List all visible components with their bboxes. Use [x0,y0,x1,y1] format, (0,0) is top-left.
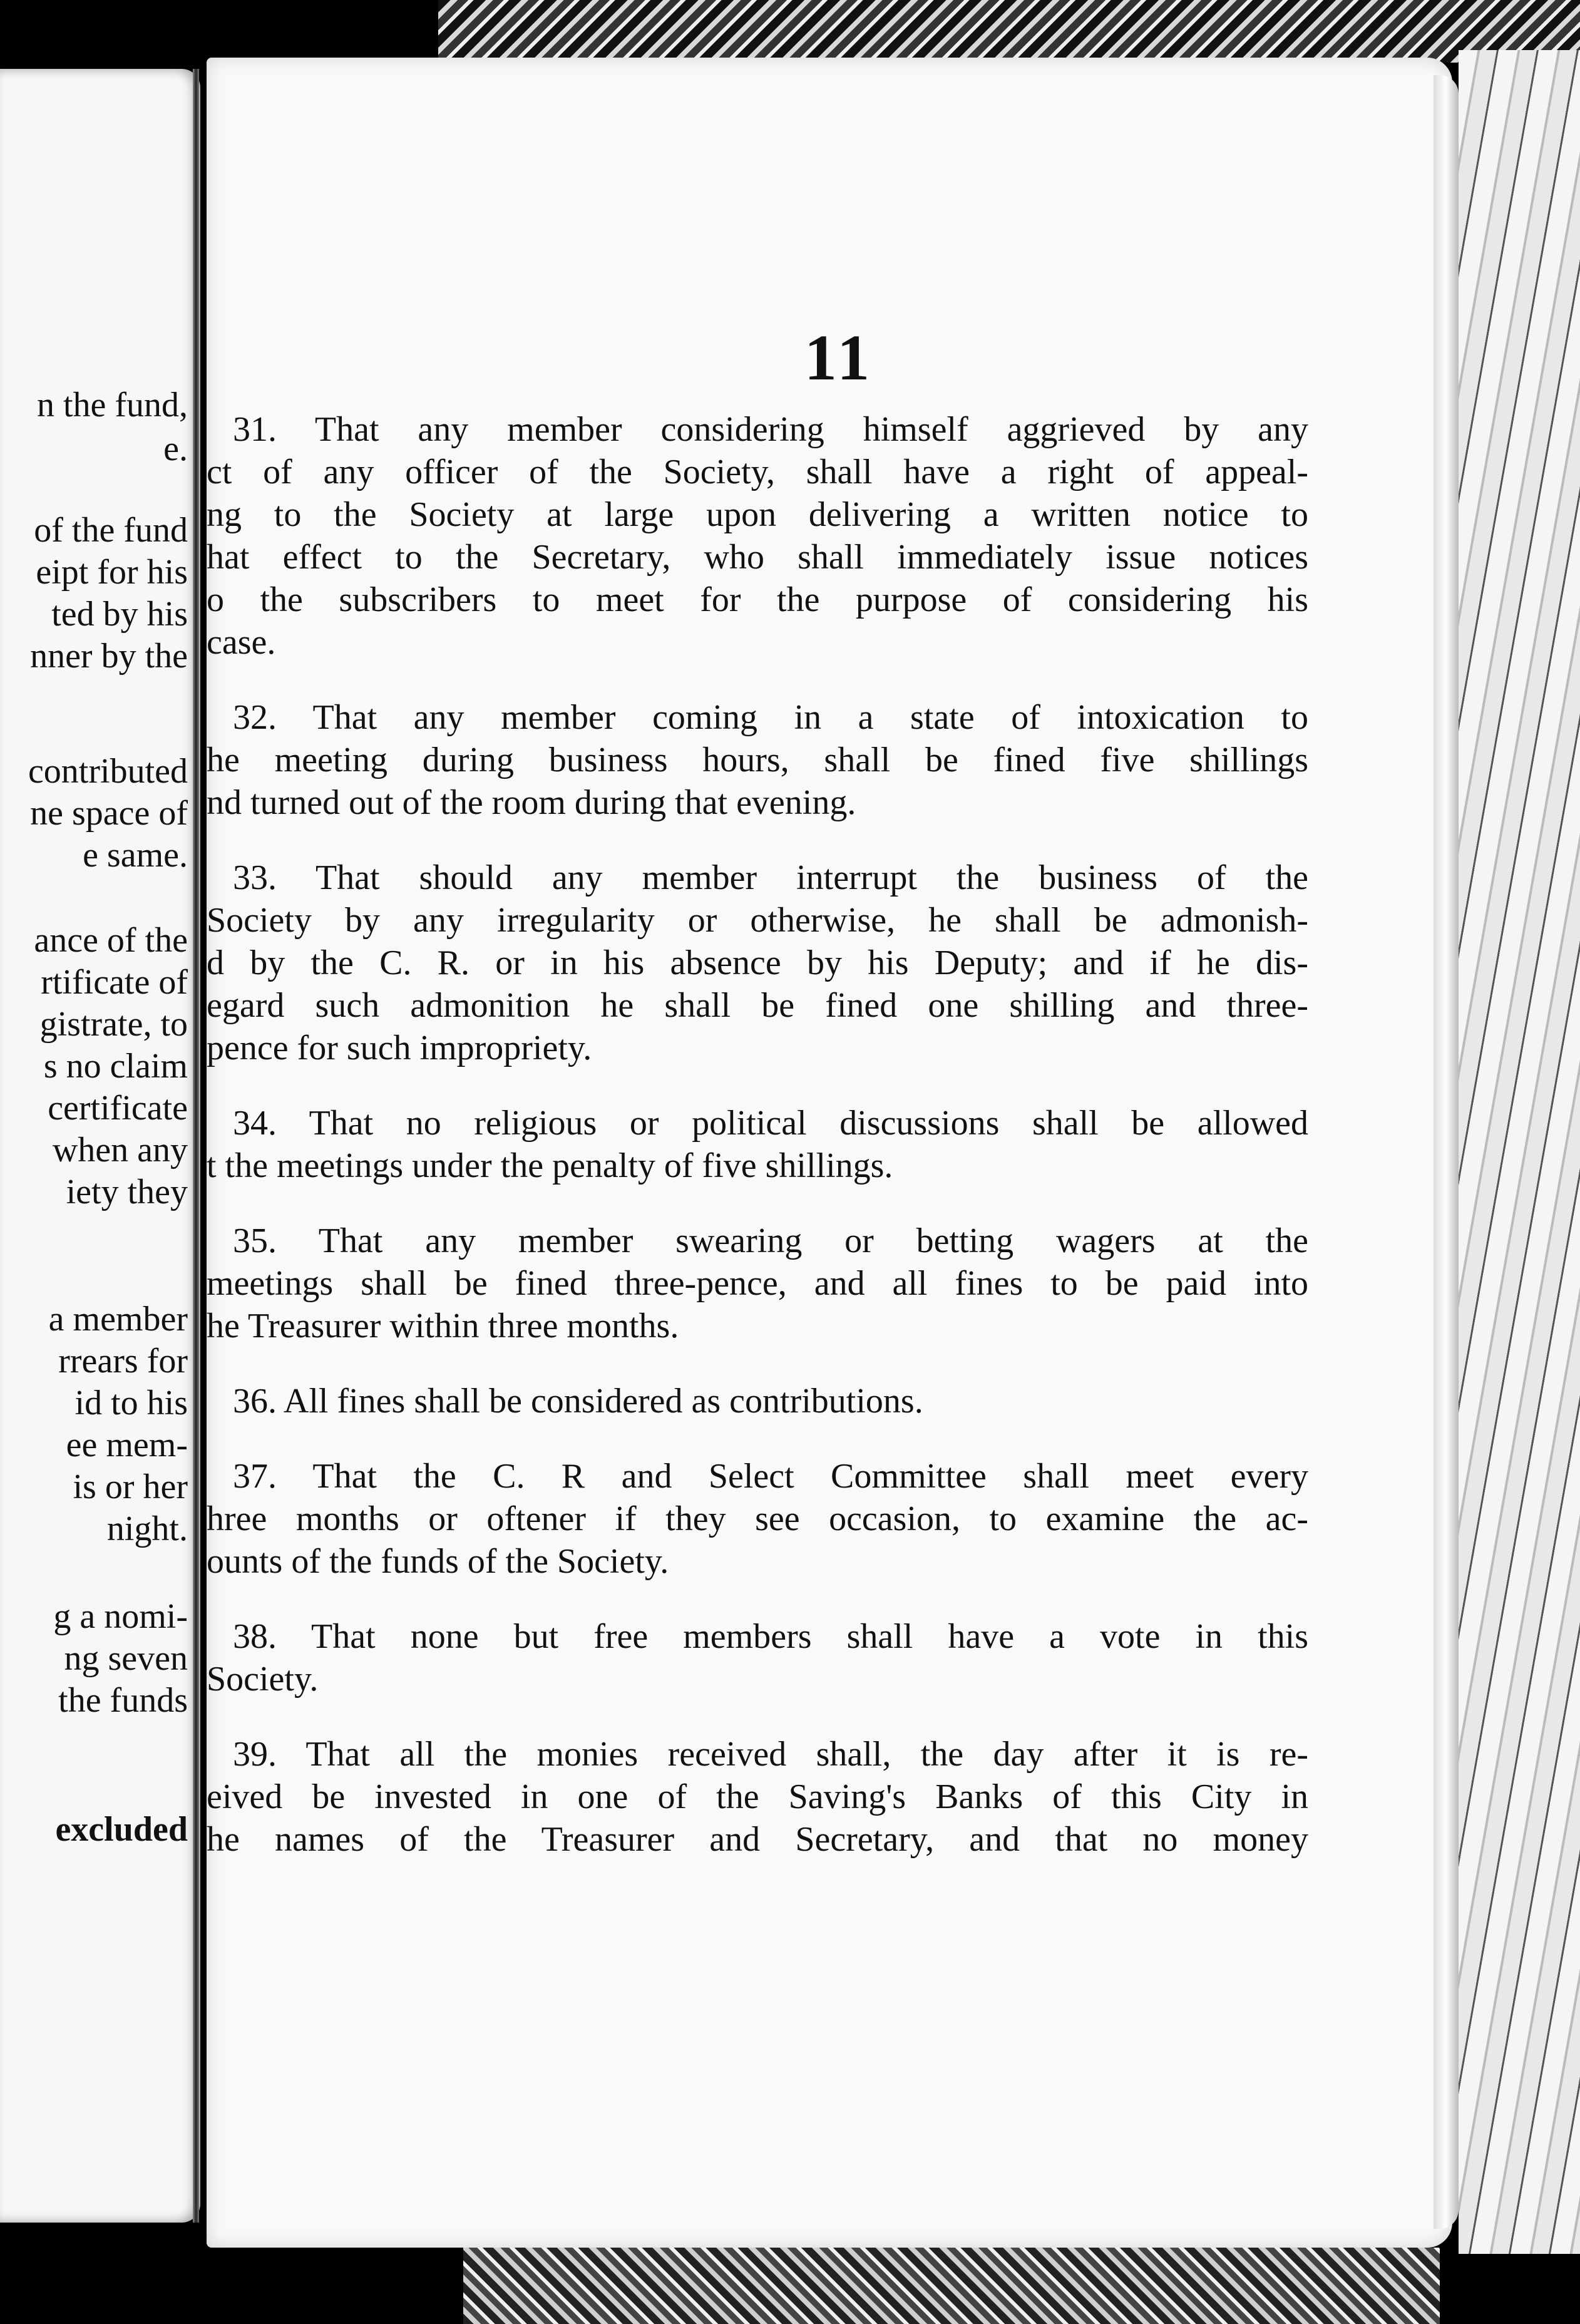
rule-line: ct of any officer of the Society, shall have a right of appeal- [207,453,1308,491]
left-page-line: ng seven [64,1639,188,1678]
rule-39 [207,1733,1308,1861]
rule-line: he Treasurer within three months. [207,1307,679,1345]
left-page-line: excluded [55,1810,188,1849]
rule-line: o the subscribers to meet for the purpose of considering his [207,580,1308,619]
rule-38 [207,1615,1308,1700]
left-page-line: eipt for his [36,553,188,592]
left-page-line: the funds [58,1681,188,1720]
rule-line: case. [207,623,276,662]
rule-line: Society by any irregularity or otherwise, he shall be admonish- [207,901,1308,940]
rule-line: 33. That should any member interrupt the business of the [233,858,1308,897]
rule-line: he meeting during business hours, shall be fined five shillings [207,741,1308,779]
left-page-line: ted by his [51,595,188,634]
rules-list [207,408,1308,1893]
page-edge [1434,75,1459,2229]
left-page-line: e same. [83,836,188,875]
left-page-line: contributed [28,752,188,791]
rule-36 [207,1380,1308,1422]
rule-line: hat effect to the Secretary, who shall immediately issue notices [207,538,1308,577]
left-page-line: when any [52,1131,188,1170]
left-page-line: n the fund, [36,386,188,424]
left-page-line: ne space of [30,794,188,833]
rule-line: Society. [207,1660,319,1699]
decorative-border-top [438,0,1580,63]
rule-line: egard such admonition he shall be fined one shilling and three- [207,986,1308,1025]
rule-31 [207,408,1308,664]
left-page [0,69,200,2223]
rule-line: nd turned out of the room during that evening. [207,783,856,822]
rule-32 [207,696,1308,824]
left-page-line: rtificate of [41,963,188,1002]
rule-35 [207,1220,1308,1347]
rule-line: t the meetings under the penalty of five shillings. [207,1146,893,1185]
rule-line: d by the C. R. or in his absence by his Deputy; and if he dis- [207,943,1308,982]
rule-line: ng to the Society at large upon delivering a written notice to [207,495,1308,534]
rule-line: 39. That all the monies received shall, the day after it is re- [233,1735,1308,1774]
rule-line: 35. That any member swearing or betting wagers at the [233,1221,1308,1260]
decorative-border-right [1459,50,1580,2254]
left-page-line: certificate [48,1089,188,1128]
rule-line: hree months or oftener if they see occasion, to examine the ac- [207,1499,1308,1538]
rule-33 [207,856,1308,1069]
left-page-line: of the fund [34,511,188,550]
rule-line: 37. That the C. R and Select Committee shall meet every [233,1457,1308,1496]
left-page-line: g a nomi- [53,1597,188,1636]
rule-line: 34. That no religious or political discussions shall be allowed [233,1104,1308,1143]
rule-line: ounts of the funds of the Society. [207,1542,669,1581]
left-page-line: a member [48,1300,188,1339]
rule-line: eived be invested in one of the Saving's Banks of this City in [207,1777,1308,1816]
left-page-line: rrears for [58,1342,188,1381]
rule-line: 36. All fines shall be considered as contributions. [233,1382,923,1421]
rule-37 [207,1455,1308,1583]
rule-34 [207,1102,1308,1187]
right-page [207,58,1452,2248]
left-page-line: nner by the [30,637,188,676]
page-number: 11 [804,322,874,394]
left-page-line: gistrate, to [39,1005,188,1044]
rule-line: 38. That none but free members shall have a vote in this [233,1617,1308,1656]
rule-line: pence for such impropriety. [207,1029,592,1067]
left-page-line: ance of the [34,921,188,960]
rule-line: meetings shall be fined three-pence, and all fines to be paid into [207,1264,1308,1303]
left-page-line: is or her [73,1468,188,1506]
left-page-line: night. [106,1509,188,1548]
rule-line: 32. That any member coming in a state of intoxication to [233,698,1308,737]
book-gutter [193,69,199,2223]
left-page-line: s no claim [43,1047,188,1086]
left-page-line: iety they [66,1173,188,1211]
decorative-border-bottom [463,2248,1440,2324]
left-page-line: id to his [74,1384,188,1422]
left-page-line: ee mem- [66,1426,188,1464]
rule-line: 31. That any member considering himself aggrieved by any [233,410,1308,449]
left-page-line: e. [163,429,188,468]
rule-line: he names of the Treasurer and Secretary, and that no money [207,1820,1308,1859]
